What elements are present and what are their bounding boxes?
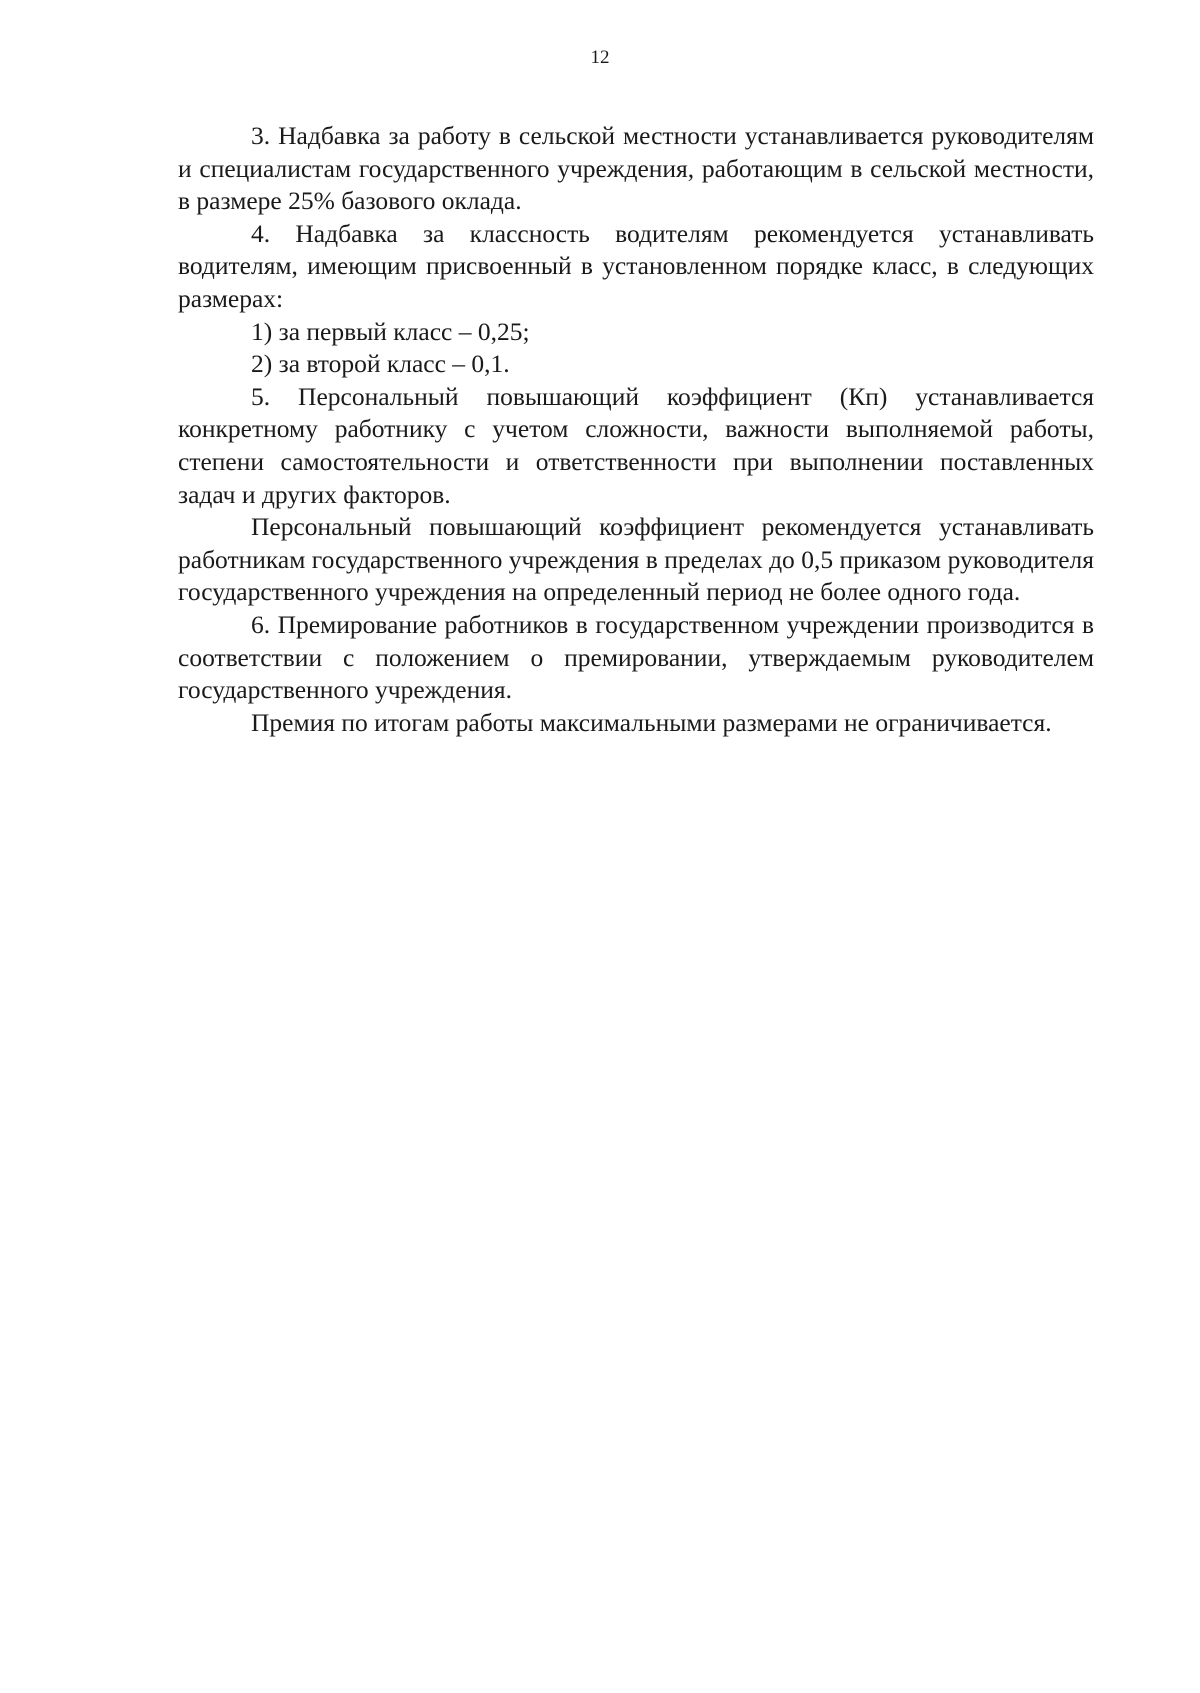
document-body [178, 120, 1094, 739]
paragraph-personal-coefficient-limit: Персональный повышающий коэффициент рекомендуется устанавливать работникам государственного учреждения в пределах до 0,5 приказом руководителя государственного учреждения на определенный период не более одного года. [178, 512, 1094, 607]
paragraph-4-driver-class-allowance: 4. Надбавка за классность водителям рекомендуется устанавливать водителям, имеющим присвоенный в установленном порядке класс, в следующих размерах: [178, 218, 1094, 313]
paragraph-6-bonuses: 6. Премирование работников в государственном учреждении производится в соответствии с положением о премировании, утверждаемым руководителем государственного учреждения. [178, 609, 1094, 705]
paragraph-5-personal-coefficient: 5. Персональный повышающий коэффициент (Кп) устанавливается конкретному работнику с учетом сложности, важности выполняемой работы, степени самостоятельности и ответственности при выполнении поставленных задач и других факторов. [178, 381, 1094, 509]
paragraph-3-rural-allowance: 3. Надбавка за работу в сельской местности устанавливается руководителям и специалистам государственного учреждения, работающим в сельской местности, в размере 25% базового оклада. [178, 121, 1094, 216]
list-item-first-class: 1) за первый класс – 0,25; [251, 316, 530, 346]
list-item-second-class: 2) за второй класс – 0,1. [251, 349, 510, 379]
page-number: 12 [590, 47, 610, 68]
paragraph-bonus-unlimited: Премия по итогам работы максимальными размерами не ограничивается. [251, 707, 1052, 737]
